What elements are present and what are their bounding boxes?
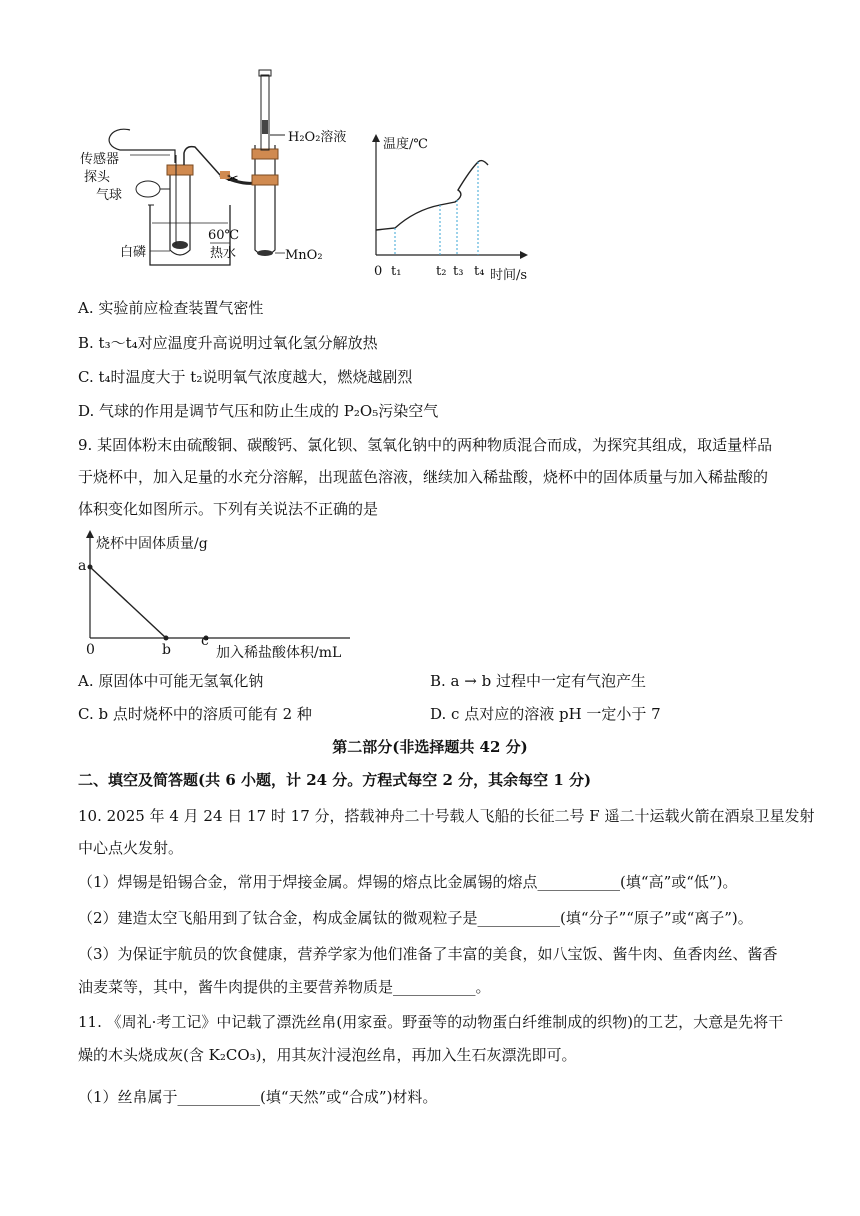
fig2-ylabel: 温度/℃ xyxy=(383,137,428,152)
fig2-tick-t2: t₂ xyxy=(436,264,447,279)
fig1-mno2-label: MnO₂ xyxy=(285,248,323,263)
fig2-tick-t3: t₃ xyxy=(453,264,464,279)
q9-line2: 于烧杯中，加入足量的水充分溶解，出现蓝色溶液，继续加入稀盐酸，烧杯中的固体质量与加入稀盐酸的 xyxy=(78,468,769,486)
q9-line1: 9. 某固体粉末由硫酸铜、碳酸钙、氯化钡、氢氧化钠中的两种物质混合而成，为探究其组成，取适量样品 xyxy=(78,436,773,454)
svg-text:✂: ✂ xyxy=(227,171,239,187)
fig2-origin: 0 xyxy=(374,264,383,279)
q10-part3-line2: 油麦菜等，其中，酱牛肉提供的主要营养物质是___________。 xyxy=(78,978,491,996)
fig3-xlabel: 加入稀盐酸体积/mL xyxy=(216,645,342,661)
fig1-probe-label: 探头 xyxy=(84,170,111,185)
q10-line2: 中心点火发射。 xyxy=(78,839,184,857)
fig2-tick-t4: t₄ xyxy=(474,264,485,279)
fig3-point-a: a xyxy=(78,558,87,574)
q10-part2: （2）建造太空飞船用到了钛合金，构成金属钛的微观粒子是___________(填“分子”“原子”或“离子”)。 xyxy=(78,909,753,927)
q10-part1: （1）焊锡是铅锡合金，常用于焊接金属。焊锡的熔点比金属锡的熔点___________(填“高”或“低”)。 xyxy=(78,873,738,891)
q8-option-b: B. t₃～t₄对应温度升高说明过氧化氢分解放热 xyxy=(78,334,378,352)
fig1-phosphorus-label: 白磷 xyxy=(120,245,147,260)
q8-option-c: C. t₄时温度大于 t₂说明氧气浓度越大，燃烧越剧烈 xyxy=(78,368,413,386)
q9-option-d: D. c 点对应的溶液 pH 一定小于 7 xyxy=(430,705,661,723)
q9-option-c: C. b 点时烧杯中的溶质可能有 2 种 xyxy=(78,705,312,723)
fig3-ylabel: 烧杯中固体质量/g xyxy=(96,536,208,552)
fig3-point-c: c xyxy=(201,633,209,649)
q9-option-a: A. 原固体中可能无氢氧化钠 xyxy=(78,672,264,690)
section-heading: 二、填空及简答题(共 6 小题，计 24 分。方程式每空 2 分，其余每空 1 分) xyxy=(78,771,592,789)
fig1-sensor-label: 传感器 xyxy=(80,152,120,167)
q8-option-d: D. 气球的作用是调节气压和防止生成的 P₂O₅污染空气 xyxy=(78,402,439,420)
q10-line1: 10. 2025 年 4 月 24 日 17 时 17 分，搭载神舟二十号载人飞船的长征二号 F 遥二十运载火箭在酒泉卫星发射 xyxy=(78,807,815,825)
fig3-point-b: b xyxy=(162,642,171,658)
q8-option-a: A. 实验前应检查装置气密性 xyxy=(78,299,264,317)
q11-line2: 燥的木头烧成灰(含 K₂CO₃)，用其灰汁浸泡丝帛，再加入生石灰漂洗即可。 xyxy=(78,1046,577,1064)
part2-title: 第二部分(非选择题共 42 分) xyxy=(332,738,528,756)
q9-line3: 体积变化如图所示。下列有关说法不正确的是 xyxy=(78,500,379,518)
fig1-hotwater-label: 热水 xyxy=(210,246,237,261)
fig3-origin: 0 xyxy=(86,642,95,658)
q11-part1: （1）丝帛属于___________(填“天然”或“合成”)材料。 xyxy=(78,1088,438,1106)
fig1-h2o2-label: H₂O₂溶液 xyxy=(288,130,347,145)
q11-line1: 11. 《周礼·考工记》中记载了漂洗丝帛(用家蚕。野蚕等的动物蛋白纤维制成的织物)的工艺，大意是先将干 xyxy=(78,1013,784,1031)
fig2-xlabel: 时间/s xyxy=(490,268,528,283)
fig1-balloon-label: 气球 xyxy=(96,188,123,203)
q9-option-b: B. a → b 过程中一定有气泡产生 xyxy=(430,672,646,690)
fig1-temp-label: 60℃ xyxy=(208,228,240,243)
q10-part3-line1: （3）为保证宇航员的饮食健康，营养学家为他们准备了丰富的美食，如八宝饭、酱牛肉、鱼香肉丝、酱香 xyxy=(78,945,778,963)
fig2-tick-t1: t₁ xyxy=(391,264,402,279)
